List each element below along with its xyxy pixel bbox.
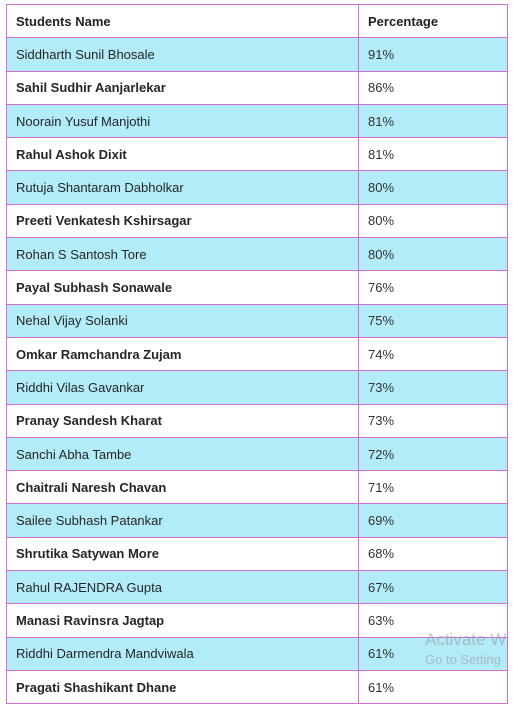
- student-name-cell: Sanchi Abha Tambe: [7, 437, 359, 470]
- table-row: [7, 104, 508, 137]
- percentage-cell: 86%: [359, 71, 508, 104]
- table-row: [7, 138, 508, 171]
- percentage-cell: 69%: [359, 504, 508, 537]
- percentage-cell: 91%: [359, 38, 508, 71]
- student-name-cell: Rutuja Shantaram Dabholkar: [7, 171, 359, 204]
- table-row: [7, 71, 508, 104]
- table-row: [7, 604, 508, 637]
- student-name-cell: Nehal Vijay Solanki: [7, 304, 359, 337]
- watermark-title: Activate W: [425, 630, 507, 649]
- table-row: [7, 437, 508, 470]
- table-row: [7, 238, 508, 271]
- table-row: [7, 637, 508, 670]
- percentage-cell: 68%: [359, 537, 508, 570]
- student-name-cell: Preeti Venkatesh Kshirsagar: [7, 204, 359, 237]
- percentage-cell: 61%: [359, 637, 508, 670]
- student-name-cell: Rahul Ashok Dixit: [7, 138, 359, 171]
- table-body: [7, 38, 508, 704]
- table-row: [7, 171, 508, 204]
- student-name-cell: Shrutika Satywan More: [7, 537, 359, 570]
- table-row: [7, 537, 508, 570]
- percentage-cell: 73%: [359, 371, 508, 404]
- percentage-cell: 73%: [359, 404, 508, 437]
- percentage-cell: 81%: [359, 138, 508, 171]
- percentage-cell: 80%: [359, 171, 508, 204]
- table-header-row: [7, 5, 508, 38]
- table-row: [7, 571, 508, 604]
- percentage-cell: 75%: [359, 304, 508, 337]
- student-name-cell: Omkar Ramchandra Zujam: [7, 337, 359, 370]
- percentage-cell: 74%: [359, 337, 508, 370]
- percentage-cell: 80%: [359, 204, 508, 237]
- student-name-cell: Riddhi Darmendra Mandviwala: [7, 637, 359, 670]
- student-name-cell: Siddharth Sunil Bhosale: [7, 38, 359, 71]
- table-row: [7, 204, 508, 237]
- table-row: [7, 471, 508, 504]
- student-name-cell: Pranay Sandesh Kharat: [7, 404, 359, 437]
- table-row: [7, 504, 508, 537]
- table-row: [7, 337, 508, 370]
- watermark-subtitle: Go to Setting: [425, 652, 501, 667]
- percentage-cell: 81%: [359, 104, 508, 137]
- student-name-cell: Manasi Ravinsra Jagtap: [7, 604, 359, 637]
- student-name-cell: Sailee Subhash Patankar: [7, 504, 359, 537]
- student-name-cell: Noorain Yusuf Manjothi: [7, 104, 359, 137]
- percentage-cell: 72%: [359, 437, 508, 470]
- header-percentage: Percentage: [359, 5, 508, 38]
- table-row: [7, 304, 508, 337]
- table-row: [7, 271, 508, 304]
- table-row: [7, 404, 508, 437]
- table-row: [7, 670, 508, 703]
- percentage-cell: 71%: [359, 471, 508, 504]
- student-name-cell: Rohan S Santosh Tore: [7, 238, 359, 271]
- students-percentage-table: [6, 4, 508, 704]
- student-name-cell: Pragati Shashikant Dhane: [7, 670, 359, 703]
- student-name-cell: Payal Subhash Sonawale: [7, 271, 359, 304]
- student-name-cell: Riddhi Vilas Gavankar: [7, 371, 359, 404]
- student-name-cell: Chaitrali Naresh Chavan: [7, 471, 359, 504]
- student-name-cell: Sahil Sudhir Aanjarlekar: [7, 71, 359, 104]
- percentage-cell: 61%: [359, 670, 508, 703]
- percentage-cell: 67%: [359, 571, 508, 604]
- table-row: [7, 38, 508, 71]
- percentage-cell: 76%: [359, 271, 508, 304]
- table-row: [7, 371, 508, 404]
- percentage-cell: 80%: [359, 238, 508, 271]
- header-students-name: Students Name: [7, 5, 359, 38]
- percentage-cell: 63%: [359, 604, 508, 637]
- student-name-cell: Rahul RAJENDRA Gupta: [7, 571, 359, 604]
